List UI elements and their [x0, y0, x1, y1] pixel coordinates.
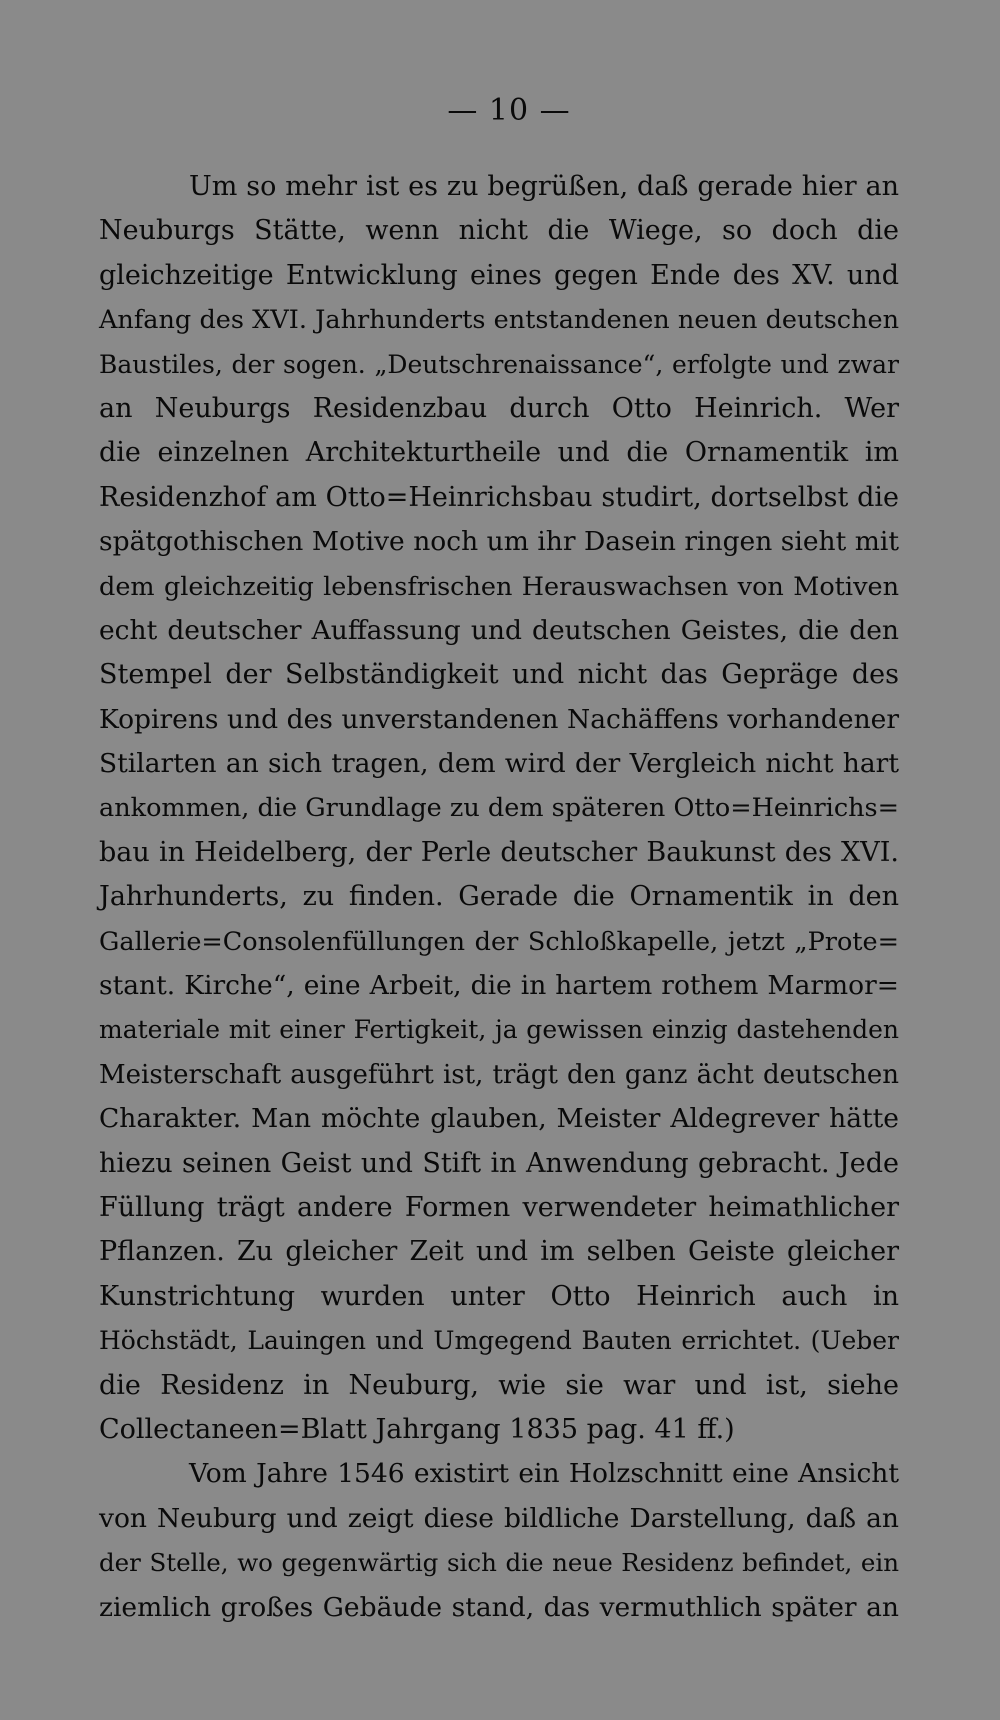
text-line: Meisterschaft ausgeführt ist, trägt den ganz ächt deutschen [99, 1059, 899, 1090]
paragraph-1 [99, 165, 899, 1452]
text-line: dem gleichzeitig lebensfrischen Herauswachsen von Motiven [99, 571, 899, 602]
page-number: — 10 — [447, 93, 571, 128]
text-line: ankommen, die Grundlage zu dem späteren Otto=Heinrichs= [99, 793, 899, 824]
text-line: Neuburgs Stätte, wenn nicht die Wiege, so doch die [99, 215, 899, 247]
text-line: Charakter. Man möchte glauben, Meister Aldegrever hätte [99, 1103, 899, 1135]
text-line: Stilarten an sich tragen, dem wird der Vergleich nicht hart [99, 748, 899, 780]
text-line: die einzelnen Architekturtheile und die Ornamentik im [99, 437, 899, 469]
text-line: Anfang des XVI. Jahrhunderts entstandenen neuen deutschen [99, 305, 899, 336]
paragraph-2 [99, 1452, 899, 1630]
text-line: von Neuburg und zeigt diese bildliche Darstellung, daß an [99, 1502, 899, 1534]
text-line: hiezu seinen Geist und Stift in Anwendung gebracht. Jede [99, 1147, 899, 1179]
text-line: Kunstrichtung wurden unter Otto Heinrich auch in [99, 1280, 899, 1312]
text-line: Kopirens und des unverstandenen Nachäffens vorhandener [99, 703, 899, 735]
text-line: stant. Kirche“, eine Arbeit, die in hartem rothem Marmor= [99, 970, 899, 1002]
text-line: Baustiles, der sogen. „Deutschrenaissance“, erfolgte und zwar [99, 349, 899, 379]
text-line: Höchstädt, Lauingen und Umgegend Bauten errichtet. (Ueber [99, 1326, 899, 1356]
text-line: die Residenz in Neuburg, wie sie war und ist, siehe [99, 1369, 899, 1401]
text-line: echt deutscher Auffassung und deutschen Geistes, die den [99, 614, 899, 646]
text-line: Stempel der Selbständigkeit und nicht das Gepräge des [99, 659, 899, 691]
text-line: Vom Jahre 1546 existirt ein Holzschnitt eine Ansicht [189, 1458, 899, 1490]
text-line: spätgothischen Motive noch um ihr Dasein ringen sieht mit [99, 526, 899, 558]
text-line: der Stelle, wo gegenwärtig sich die neue Residenz befindet, ein [99, 1548, 899, 1578]
text-line: gleichzeitige Entwicklung eines gegen Ende des XV. und [99, 259, 899, 291]
text-line: Residenzhof am Otto=Heinrichsbau studirt, dortselbst die [99, 481, 899, 513]
text-line: Jahrhunderts, zu finden. Gerade die Ornamentik in den [99, 881, 899, 913]
text-line: Pflanzen. Zu gleicher Zeit und im selben Geiste gleicher [99, 1236, 899, 1268]
text-line: ziemlich großes Gebäude stand, das vermuthlich später an [99, 1591, 899, 1623]
text-line: bau in Heidelberg, der Perle deutscher Baukunst des XVI. [99, 836, 899, 868]
text-line: Um so mehr ist es zu begrüßen, daß gerade hier an [189, 171, 899, 202]
text-line: Gallerie=Consolenfüllungen der Schloßkapelle, jetzt „Prote= [99, 926, 899, 957]
text-line: materiale mit einer Fertigkeit, ja gewissen einzig dastehenden [99, 1015, 899, 1045]
text-line: an Neuburgs Residenzbau durch Otto Heinrich. Wer [99, 392, 899, 424]
text-line: Füllung trägt andere Formen verwendeter heimathlicher [99, 1191, 899, 1223]
text-line: Collectaneen=Blatt Jahrgang 1835 pag. 41 ff.) [99, 1413, 735, 1445]
body-text [99, 165, 899, 1630]
